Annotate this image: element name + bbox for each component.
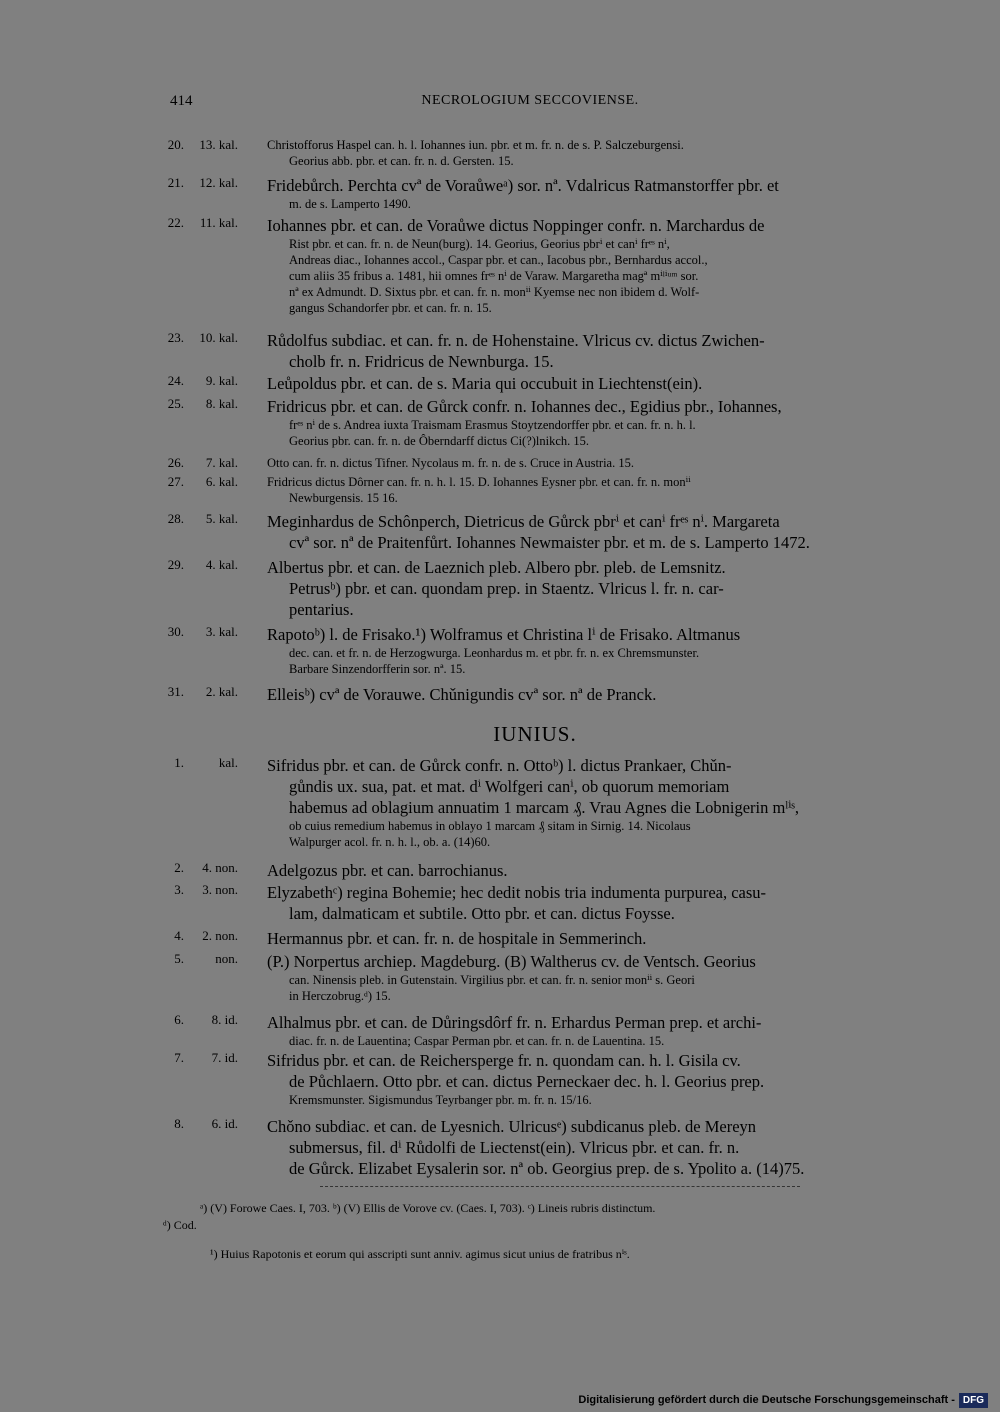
entry-calendar-date: 4. kal.: [205, 557, 238, 572]
entry-text: [267, 396, 890, 449]
entry-text-line: de Gůrck. Elizabet Eysalerin sor. nª ob. Georgius prep. de s. Ypolito a. (14)75.: [289, 1159, 805, 1178]
entry-text-line: Fridricus dictus Dôrner can. fr. n. h. l. 15. D. Iohannes Eysner pbr. et can. fr. n. monⁱⁱ: [267, 475, 691, 489]
entry-calendar-date: 4. non.: [202, 860, 238, 875]
entry-day-number: 21.: [167, 175, 184, 190]
entry-text: [267, 1050, 890, 1108]
entry-text-line: Albertus pbr. et can. de Laeznich pleb. Albero pbr. pleb. de Lemsnitz.: [267, 558, 726, 577]
entry-text-line: Petrusᵇ) pbr. et can. quondam prep. in Staentz. Vlricus l. fr. n. car-: [289, 579, 724, 598]
entry-text-line: can. Ninensis pleb. in Gutenstain. Virgilius pbr. et can. fr. n. senior monⁱⁱ s. Geori: [289, 973, 695, 987]
entry-text: [267, 860, 890, 881]
entry-text-line: Adelgozus pbr. et can. barrochianus.: [267, 861, 508, 880]
entry-text: [267, 137, 890, 169]
footnote-line-1: ᵃ) (V) Forowe Caes. I, 703. ᵇ) (V) Ellis de Vorove cv. (Caes. I, 703). ᶜ) Lineis rubris distinctum.: [200, 1201, 656, 1215]
entry-day-number: 24.: [167, 373, 184, 388]
entry-text-line: pentarius.: [289, 600, 354, 619]
entry-calendar-date: 7. kal.: [205, 455, 238, 470]
entry-text-line: dec. can. et fr. n. de Herzogwurga. Leonhardus m. et pbr. fr. n. ex Chremsmunster.: [289, 646, 700, 660]
entry-text-line: Sifridus pbr. et can. de Reichersperge fr. n. quondam can. h. l. Gisila cv.: [267, 1051, 741, 1070]
footnote-rule: [320, 1186, 800, 1187]
entry-text-line: nª ex Admundt. D. Sixtus pbr. et can. fr. n. monⁱⁱ Kyemse nec non ibidem d. Wolf-: [289, 285, 700, 299]
entry-day-number: 25.: [167, 396, 184, 411]
entry-text-line: Rapotoᵇ) l. de Frisako.¹) Wolframus et Christina lⁱ de Frisako. Altmanus: [267, 625, 741, 644]
entry-text-line: Newburgensis. 15 16.: [289, 491, 398, 505]
entry-day-number: 31.: [167, 684, 184, 699]
entry-text-line: Christofforus Haspel can. h. l. Iohannes iun. pbr. et m. fr. n. de s. P. Salczeburgensi.: [267, 138, 684, 152]
entry-text: [267, 882, 890, 924]
entry-text: [267, 373, 890, 394]
entry-text-line: Rist pbr. et can. fr. n. de Neun(burg). 14. Georius, Georius pbrⁱ et canⁱ frᵉˢ nⁱ,: [289, 237, 670, 251]
entry-day-number: 30.: [167, 624, 184, 639]
entry-text-line: Leůpoldus pbr. et can. de s. Maria qui occubuit in Liechtenst(ein).: [267, 374, 703, 393]
entry-calendar-date: 3. kal.: [205, 624, 238, 639]
entry-text: [267, 175, 890, 212]
entry-day-number: 4.: [174, 928, 184, 943]
running-title: NECROLOGIUM SECCOVIENSE.: [421, 93, 639, 108]
entry-text-line: Fridricus pbr. et can. de Gůrck confr. n. Iohannes dec., Egidius pbr., Iohannes,: [267, 397, 782, 416]
entry-text: [267, 624, 890, 677]
entry-day-number: 27.: [167, 474, 184, 489]
entry-day-number: 29.: [167, 557, 184, 572]
entry-calendar-date: 8. kal.: [205, 396, 238, 411]
entry-text-line: Hermannus pbr. et can. fr. n. de hospitale in Semmerinch.: [267, 929, 647, 948]
entry-day-number: 7.: [174, 1050, 184, 1065]
entry-text-line: Elyzabethᶜ) regina Bohemie; hec dedit nobis tria indumenta purpurea, casu-: [267, 883, 767, 902]
entry-day-number: 5.: [174, 951, 184, 966]
entry-text-line: Sifridus pbr. et can. de Gůrck confr. n. Ottoᵇ) l. dictus Prankaer, Chǔn-: [267, 756, 732, 775]
entry-text-line: de Půchlaern. Otto pbr. et can. dictus Perneckaer dec. h. l. Georius prep.: [289, 1072, 765, 1091]
entry-text: [267, 455, 890, 471]
entry-text: [267, 474, 890, 506]
entry-calendar-date: kal.: [218, 755, 238, 770]
entry-day-number: 22.: [167, 215, 184, 230]
entry-text-line: Alhalmus pbr. et can. de Důringsdôrf fr. n. Erhardus Perman prep. et archi-: [267, 1013, 762, 1032]
entry-calendar-date: 9. kal.: [205, 373, 238, 388]
entry-text-line: cum aliis 35 fribus a. 1481, hii omnes frᵉˢ nⁱ de Varaw. Margaretha magª mⁱˡⁱᵘᵐ sor.: [289, 269, 699, 283]
entry-day-number: 1.: [174, 755, 184, 770]
entry-text-line: Walpurger acol. fr. n. h. l., ob. a. (14)60.: [289, 835, 491, 849]
entry-text-line: Barbare Sinzendorfferin sor. nª. 15.: [289, 662, 466, 676]
entry-calendar-date: 2. non.: [202, 928, 238, 943]
entry-text-line: lam, dalmaticam et subtile. Otto pbr. et can. dictus Foysse.: [289, 904, 675, 923]
entry-text-line: diac. fr. n. de Lauentina; Caspar Perman pbr. et can. fr. n. de Lauentina. 15.: [289, 1034, 665, 1048]
entry-day-number: 2.: [174, 860, 184, 875]
entry-text-line: Elleisᵇ) cvª de Vorauwe. Chǔnigundis cvª sor. nª de Pranck.: [267, 685, 657, 704]
entry-text-line: gangus Schandorfer pbr. et can. fr. n. 15.: [289, 301, 492, 315]
entry-text-line: Georius pbr. can. fr. n. de Ôberndarff dictus Ci(?)lnikch. 15.: [289, 434, 590, 448]
entry-text-line: submersus, fil. dⁱ Růdolfi de Liectenst(ein). Vlricus pbr. et can. fr. n.: [289, 1138, 740, 1157]
entry-calendar-date: 8. id.: [211, 1012, 238, 1027]
entry-calendar-date: 2. kal.: [205, 684, 238, 699]
entry-calendar-date: 10. kal.: [199, 330, 238, 345]
entry-text: [267, 755, 890, 850]
entry-text: [267, 1012, 890, 1049]
entry-text: [267, 215, 890, 316]
entry-text: [267, 557, 890, 620]
entry-text-line: (P.) Norpertus archiep. Magdeburg. (B) Waltherus cv. de Ventsch. Georius: [267, 952, 756, 971]
dfg-footer: [578, 1391, 988, 1409]
entry-text: [267, 684, 890, 705]
entry-text: [267, 330, 890, 372]
entry-text-line: in Herczobrug.ᵈ) 15.: [289, 989, 391, 1003]
entry-calendar-date: 6. id.: [211, 1116, 238, 1131]
entry-text-line: Andreas diac., Iohannes accol., Caspar pbr. et can., Iacobus pbr., Bernhardus accol.,: [289, 253, 708, 267]
entry-calendar-date: 3. non.: [202, 882, 238, 897]
entry-day-number: 3.: [174, 882, 184, 897]
entry-text-line: frᵉˢ nⁱ de s. Andrea iuxta Traismam Erasmus Stoytzendorffer pbr. et can. fr. n. h. l.: [289, 418, 696, 432]
entry-text: [267, 951, 890, 1004]
page-number: 414: [170, 93, 193, 109]
entry-text-line: m. de s. Lamperto 1490.: [289, 197, 411, 211]
entry-text-line: Růdolfus subdiac. et can. fr. n. de Hohenstaine. Vlricus cv. dictus Zwichen-: [267, 331, 765, 350]
entry-text-line: Kremsmunster. Sigismundus Teyrbanger pbr. m. fr. n. 15/16.: [289, 1093, 592, 1107]
entry-text-line: habemus ad oblagium annuatim 1 marcam ₰. Vrau Agnes die Lobnigerin mˡⁱˢ,: [289, 798, 800, 817]
entry-day-number: 28.: [167, 511, 184, 526]
entry-text-line: cvª sor. nª de Praitenfůrt. Iohannes Newmaister pbr. et m. de s. Lamperto 1472.: [289, 533, 810, 552]
entry-text: [267, 1116, 890, 1179]
entry-day-number: 6.: [174, 1012, 184, 1027]
entry-calendar-date: 12. kal.: [199, 175, 238, 190]
entry-calendar-date: 6. kal.: [205, 474, 238, 489]
entry-text-line: cholb fr. n. Fridricus de Newnburga. 15.: [289, 352, 554, 371]
entry-day-number: 23.: [167, 330, 184, 345]
entry-text-line: Otto can. fr. n. dictus Tifner. Nycolaus m. fr. n. de s. Cruce in Austria. 15.: [267, 456, 634, 470]
footnote-line-2: ᵈ) Cod.: [163, 1218, 197, 1232]
entry-text-line: ob cuius remedium habemus in oblayo 1 marcam ₰ sitam in Sirnig. 14. Nicolaus: [289, 819, 691, 833]
entry-calendar-date: 13. kal.: [199, 137, 238, 152]
entry-day-number: 26.: [167, 455, 184, 470]
entry-text: [267, 511, 890, 553]
month-heading: IUNIUS.: [493, 722, 577, 746]
entry-text: [267, 928, 890, 949]
entry-text-line: Chǒno subdiac. et can. de Lyesnich. Ulricusᵉ) subdicanus pleb. de Mereyn: [267, 1117, 757, 1136]
footnote-line-3: ¹) Huius Rapotonis et eorum qui asscripti sunt anniv. agimus sicut unius de fratribus nⁱˢ.: [210, 1247, 630, 1261]
entry-calendar-date: non.: [215, 951, 238, 966]
entry-text-line: Meginhardus de Schônperch, Dietricus de Gůrck pbrⁱ et canⁱ frᵉˢ nⁱ. Margareta: [267, 512, 780, 531]
entry-day-number: 20.: [167, 137, 184, 152]
entry-text-line: Iohannes pbr. et can. de Voraůwe dictus Noppinger confr. n. Marchardus de: [267, 216, 765, 235]
entry-text-line: gůndis ux. sua, pat. et mat. dⁱ Wolfgeri canⁱ, ob quorum memoriam: [289, 777, 730, 796]
entry-calendar-date: 5. kal.: [205, 511, 238, 526]
running-header: [170, 93, 890, 115]
entry-calendar-date: 11. kal.: [199, 215, 238, 230]
entry-day-number: 8.: [174, 1116, 184, 1131]
dfg-logo: DFG: [959, 1393, 988, 1408]
dfg-footer-text: Digitalisierung gefördert durch die Deutsche Forschungsgemeinschaft -: [578, 1394, 955, 1406]
entry-calendar-date: 7. id.: [211, 1050, 238, 1065]
entry-text-line: Georius abb. pbr. et can. fr. n. d. Gersten. 15.: [289, 154, 514, 168]
entry-text-line: Fridebůrch. Perchta cvª de Voraůweᵃ) sor. nª. Vdalricus Ratmanstorffer pbr. et: [267, 176, 779, 195]
